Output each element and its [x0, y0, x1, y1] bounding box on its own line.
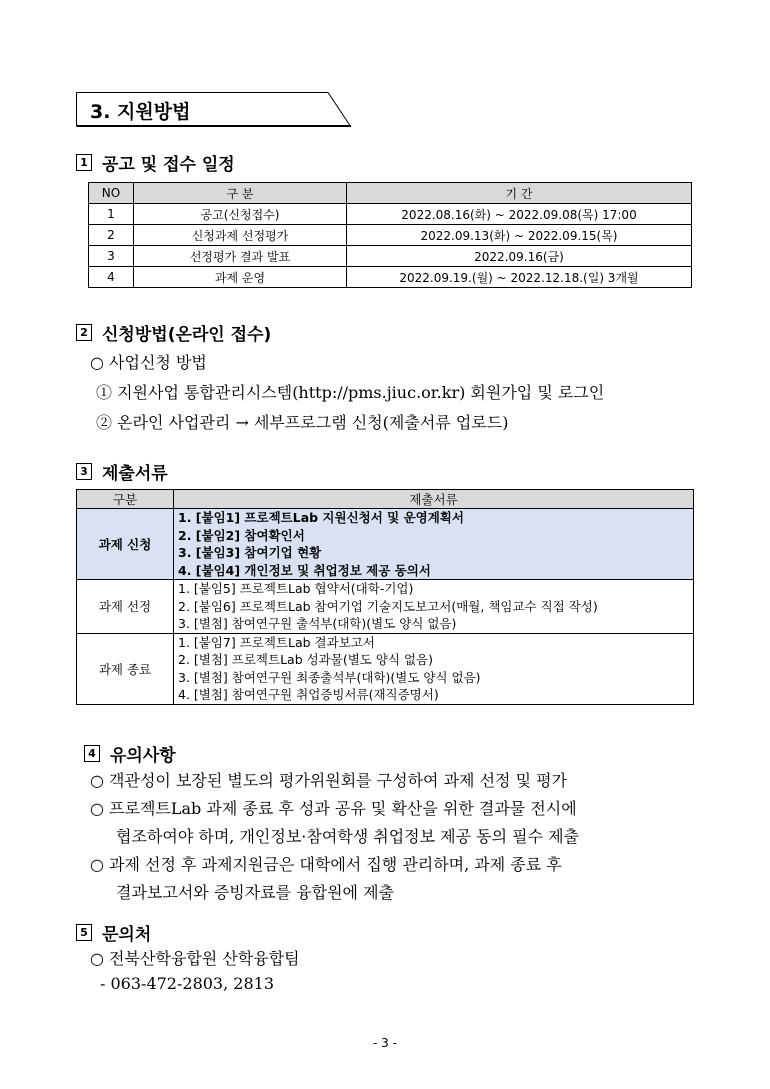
table-row [77, 580, 694, 634]
table-cell-category: 과제 신청 [77, 509, 174, 580]
table-cell-category: 과제 종료 [77, 633, 174, 704]
section-1-heading [76, 150, 235, 175]
note-line: 협조하여야 하며, 개인정보·참여학생 취업정보 제공 동의 필수 제출 [116, 827, 580, 846]
table-cell: 3 [89, 246, 134, 267]
table-row [77, 633, 694, 704]
document-item: 2. [별첨] 프로젝트Lab 성과물(별도 양식 없음) [178, 652, 433, 667]
section-title-box [76, 92, 348, 126]
contact-org: ○ 전북산학융합원 산학융합팀 [90, 949, 300, 968]
section-title: 문의처 [102, 925, 152, 945]
table-cell-items [174, 633, 694, 704]
document-item: 1. [붙임5] 프로젝트Lab 협약서(대학-기업) [178, 581, 414, 596]
table-cell: 공고(신청접수) [134, 204, 347, 225]
table-cell: 과제 운영 [134, 267, 347, 288]
document-item: 1. [붙임1] 프로젝트Lab 지원신청서 및 운영계획서 [178, 510, 464, 525]
note-line: ○ 과제 선정 후 과제지원금은 대학에서 집행 관리하며, 과제 종료 후 [90, 855, 562, 874]
document-item: 3. [별첨] 참여연구원 최종출석부(대학)(별도 양식 없음) [178, 669, 481, 685]
document-item: 3. [별첨] 참여연구원 출석부(대학)(별도 양식 없음) [178, 616, 457, 631]
section-title: 제출서류 [102, 464, 168, 484]
table-cell: 2 [89, 225, 134, 246]
document-item: 4. [붙임4] 개인정보 및 취업정보 제공 동의서 [178, 562, 431, 578]
table-row [89, 246, 692, 267]
table-cell: 4 [89, 267, 134, 288]
application-step: ① 지원사업 통합관리시스템(http://pms.jiuc.or.kr) 회원가입 및 로그인 [96, 383, 605, 402]
page-number: - 3 - [373, 1036, 397, 1050]
table-cell: 2022.09.19.(월) ~ 2022.12.18.(일) 3개월 [347, 267, 692, 288]
section-title: 공고 및 접수 일정 [102, 155, 235, 175]
application-bullet: ○ 사업신청 방법 [90, 353, 207, 372]
table-cell-items [174, 580, 694, 634]
section-number: 1 [76, 154, 92, 171]
section-title: 유의사항 [110, 746, 176, 766]
table-cell: 2022.08.16(화) ~ 2022.09.08(목) 17:00 [347, 204, 692, 225]
note-line: 결과보고서와 증빙자료를 융합원에 제출 [116, 883, 395, 902]
table-row [89, 267, 692, 288]
table-header: 기 간 [347, 183, 692, 204]
table-cell: 선정평가 결과 발표 [134, 246, 347, 267]
table-header: NO [89, 183, 134, 204]
table-cell-items [174, 509, 694, 580]
application-step: ② 온라인 사업관리 → 세부프로그램 신청(제출서류 업로드) [96, 413, 509, 432]
contact-phone: - 063-472-2803, 2813 [100, 974, 274, 993]
table-cell-category: 과제 선정 [77, 580, 174, 634]
table-cell: 2022.09.13(화) ~ 2022.09.15(목) [347, 225, 692, 246]
table-row [89, 204, 692, 225]
schedule-table [88, 182, 692, 288]
section-2-heading [76, 320, 271, 345]
section-4-heading [84, 741, 176, 766]
section-number: 2 [76, 324, 92, 341]
table-cell: 2022.09.16(금) [347, 246, 692, 267]
table-row [89, 225, 692, 246]
section-number: 5 [76, 924, 92, 941]
section-title: 신청방법(온라인 접수) [102, 325, 272, 345]
section-3-heading [76, 459, 168, 484]
note-line: ○ 객관성이 보장된 별도의 평가위원회를 구성하여 과제 선정 및 평가 [90, 771, 568, 790]
note-line: ○ 프로젝트Lab 과제 종료 후 성과 공유 및 확산을 위한 결과물 전시에 [90, 799, 577, 818]
table-header: 구 분 [134, 183, 347, 204]
section-number: 3 [76, 463, 92, 480]
section-5-heading [76, 920, 151, 945]
document-item: 1. [붙임7] 프로젝트Lab 결과보고서 [178, 634, 375, 650]
document-item: 4. [별첨] 참여연구원 취업증빙서류(재직증명서) [178, 687, 439, 702]
table-header: 제출서류 [174, 490, 694, 509]
table-row [77, 509, 694, 580]
documents-table [76, 489, 694, 705]
document-item: 3. [붙임3] 참여기업 현황 [178, 545, 322, 560]
table-cell: 1 [89, 204, 134, 225]
page-title: 3. 지원방법 [90, 101, 191, 123]
document-item: 2. [붙임6] 프로젝트Lab 참여기업 기술지도보고서(매월, 책임교수 직접 작성) [178, 598, 598, 614]
table-cell: 신청과제 선정평가 [134, 225, 347, 246]
section-number: 4 [84, 745, 100, 762]
table-header: 구분 [77, 490, 174, 509]
document-item: 2. [붙임2] 참여확인서 [178, 527, 305, 543]
